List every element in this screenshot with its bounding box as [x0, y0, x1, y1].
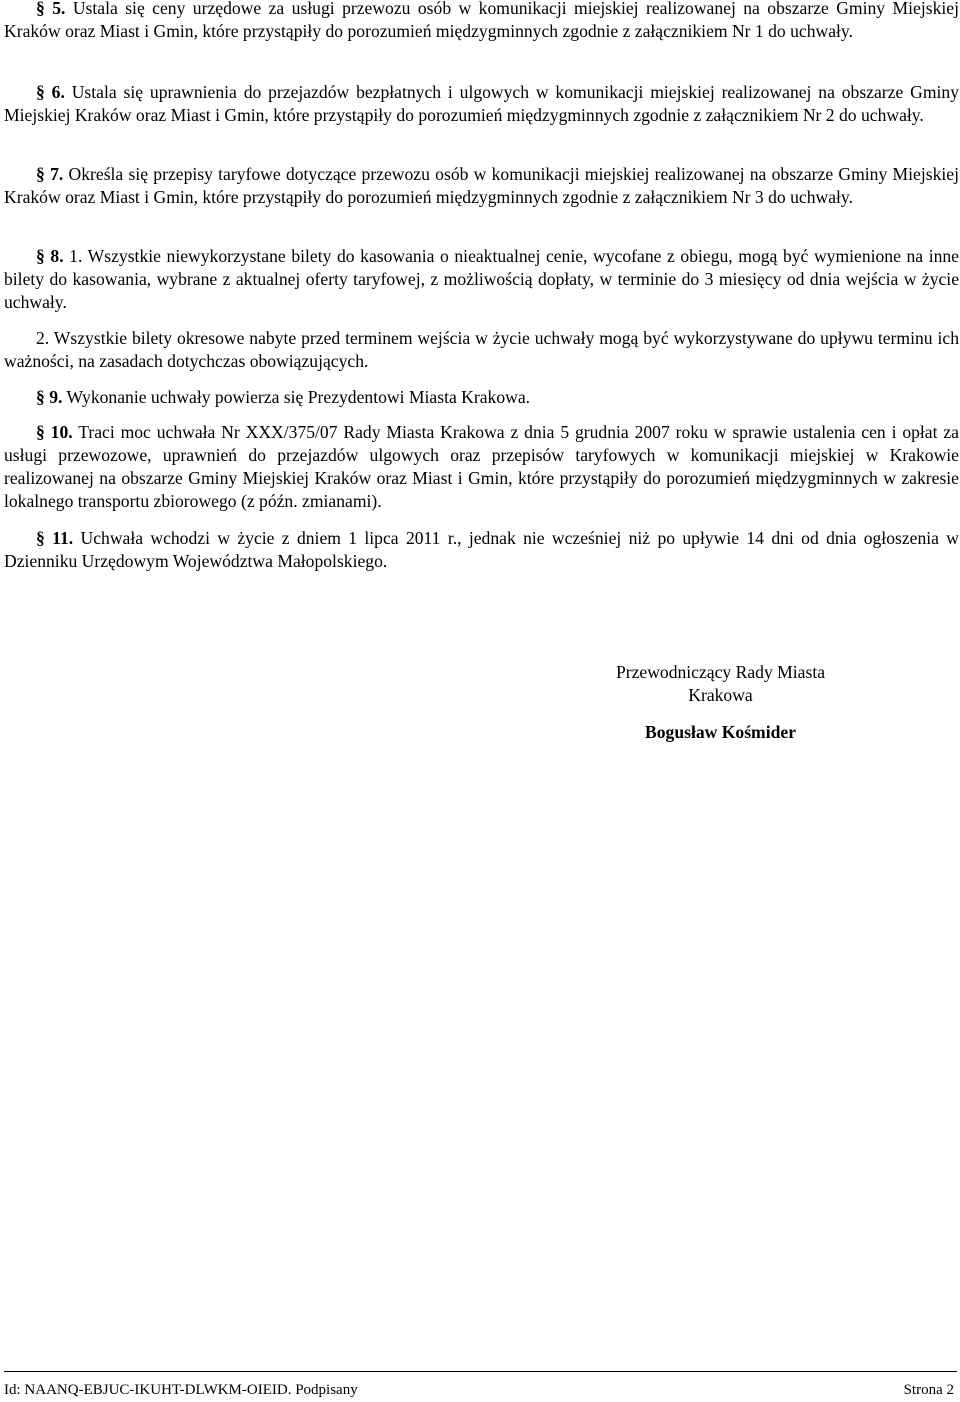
paragraph-7	[4, 163, 959, 209]
section-number: § 6.	[36, 82, 65, 102]
section-number: § 9.	[36, 387, 63, 407]
section-number: § 10.	[36, 422, 73, 442]
paragraph-text: Uchwała wchodzi w życie z dniem 1 lipca 2011 r., jednak nie wcześniej niż po upływie 14 dni od dnia ogłoszenia w Dzienniku Urzędowym Województwa Małopolskiego.	[4, 528, 959, 571]
paragraph-text: Określa się przepisy taryfowe dotyczące przewozu osób w komunikacji miejskiej realizowanej na obszarze Gminy Miejskiej Kraków oraz Miast i Gmin, które przystąpiły do porozumień międzygminnych zgodnie z załącznikiem Nr 3 do uchwały.	[4, 164, 959, 207]
signature-block	[588, 661, 853, 744]
paragraph-text: 2. Wszystkie bilety okresowe nabyte przed terminem wejścia w życie uchwały mogą być wykorzystywane do upływu terminu ich ważności, na zasadach dotychczas obowiązujących.	[4, 328, 959, 371]
document-id: Id: NAANQ-EBJUC-IKUHT-DLWKM-OIEID. Podpisany	[4, 1382, 358, 1398]
paragraph-text: 1. Wszystkie niewykorzystane bilety do kasowania o nieaktualnej cenie, wycofane z obiegu, mogą być wymienione na inne bilety do kasowania, wybrane z aktualnej oferty taryfowej, z możliwością dopłaty, w terminie do 3 miesięcy od dnia wejścia w życie uchwały.	[4, 246, 959, 312]
paragraph-11	[4, 527, 959, 573]
paragraph-text: Ustala się ceny urzędowe za usługi przewozu osób w komunikacji miejskiej realizowanej na obszarze Gminy Miejskiej Kraków oraz Miast i Gmin, które przystąpiły do porozumień międzygminnych zgodnie z załącznikiem Nr 1 do uchwały.	[4, 0, 959, 41]
paragraph-9	[4, 386, 959, 409]
section-number: § 11.	[36, 528, 74, 548]
signature-title-line1: Przewodniczący Rady Miasta	[615, 662, 826, 682]
footer-divider	[4, 1371, 957, 1372]
paragraph-6	[4, 81, 959, 127]
paragraph-8-2	[4, 327, 959, 373]
paragraph-text: Traci moc uchwała Nr XXX/375/07 Rady Miasta Krakowa z dnia 5 grudnia 2007 roku w sprawie ustalenia cen i opłat za usługi przewozowe, uprawnień do przejazdów ulgowych oraz przepisów taryfowych w komunikacji miejskiej w Krakowie realizowanej na obszarze Gminy Miejskiej Kraków oraz Miast i Gmin, które przystąpiły do porozumień międzygminnych w zakresie lokalnego transportu zbiorowego (z późn. zmianami).	[4, 422, 959, 511]
section-number: § 7.	[36, 164, 64, 184]
paragraph-10	[4, 421, 959, 513]
paragraph-8-1	[4, 245, 959, 314]
signature-title-line2: Krakowa	[688, 685, 753, 705]
paragraph-text: Ustala się uprawnienia do przejazdów bezpłatnych i ulgowych w komunikacji miejskiej realizowanej na obszarze Gminy Miejskiej Kraków oraz Miast i Gmin, które przystąpiły do porozumień międzygminnych zgodnie z załącznikiem Nr 2 do uchwały.	[4, 82, 960, 125]
section-number: § 8.	[36, 246, 64, 266]
signature-name: Bogusław Kośmider	[644, 722, 797, 742]
page-number: Strona 2	[903, 1382, 954, 1398]
section-number: § 5.	[36, 0, 66, 18]
paragraph-5	[4, 0, 959, 43]
paragraph-text: Wykonanie uchwały powierza się Prezydentowi Miasta Krakowa.	[62, 387, 531, 407]
